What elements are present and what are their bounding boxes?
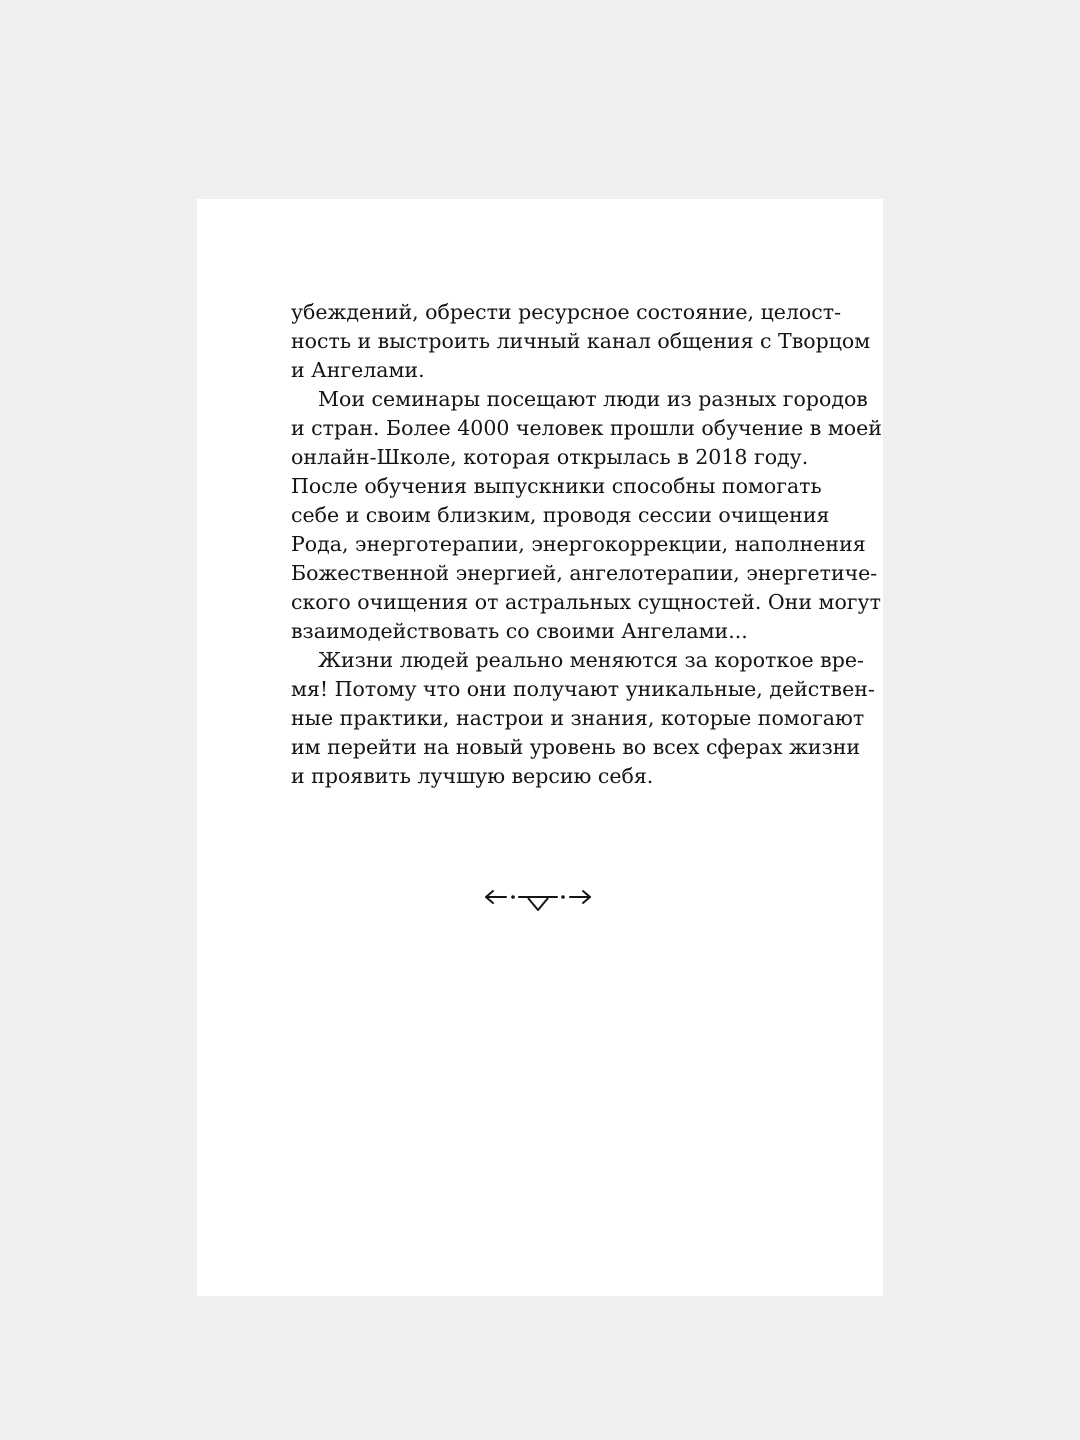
text-line: и Ангелами. [291, 358, 425, 382]
paragraph-1 [291, 298, 871, 385]
body-text [291, 298, 882, 791]
paragraph-2 [291, 385, 882, 646]
paragraph-3 [291, 646, 875, 791]
text-line: им перейти на новый уровень во всех сферах жизни [291, 735, 861, 759]
arrows-triangle-ornament-icon [482, 885, 594, 915]
text-line: ные практики, настрои и знания, которые помогают [291, 706, 865, 730]
text-line: взаимодействовать со своими Ангелами... [291, 619, 748, 643]
text-line: ского очищения от астральных сущностей. Они могут [291, 590, 881, 614]
text-line: убеждений, обрести ресурсное состояние, целост- [291, 300, 842, 324]
text-line: и стран. Более 4000 человек прошли обучение в моей [291, 416, 882, 440]
text-line: мя! Потому что они получают уникальные, действен- [291, 677, 875, 701]
text-line: себе и своим близким, проводя сессии очищения [291, 503, 830, 527]
text-line: ность и выстроить личный канал общения с Творцом [291, 329, 871, 353]
text-line: и проявить лучшую версию себя. [291, 764, 654, 788]
text-line: Рода, энерготерапии, энергокоррекции, наполнения [291, 532, 866, 556]
text-line: После обучения выпускники способны помогать [291, 474, 822, 498]
text-line: онлайн-Школе, которая открылась в 2018 году. [291, 445, 809, 469]
text-line: Жизни людей реально меняются за короткое вре- [318, 648, 864, 672]
text-line: Мои семинары посещают люди из разных городов [318, 387, 868, 411]
text-line: Божественной энергией, ангелотерапии, энергетиче- [291, 561, 878, 585]
book-page [197, 199, 883, 1296]
